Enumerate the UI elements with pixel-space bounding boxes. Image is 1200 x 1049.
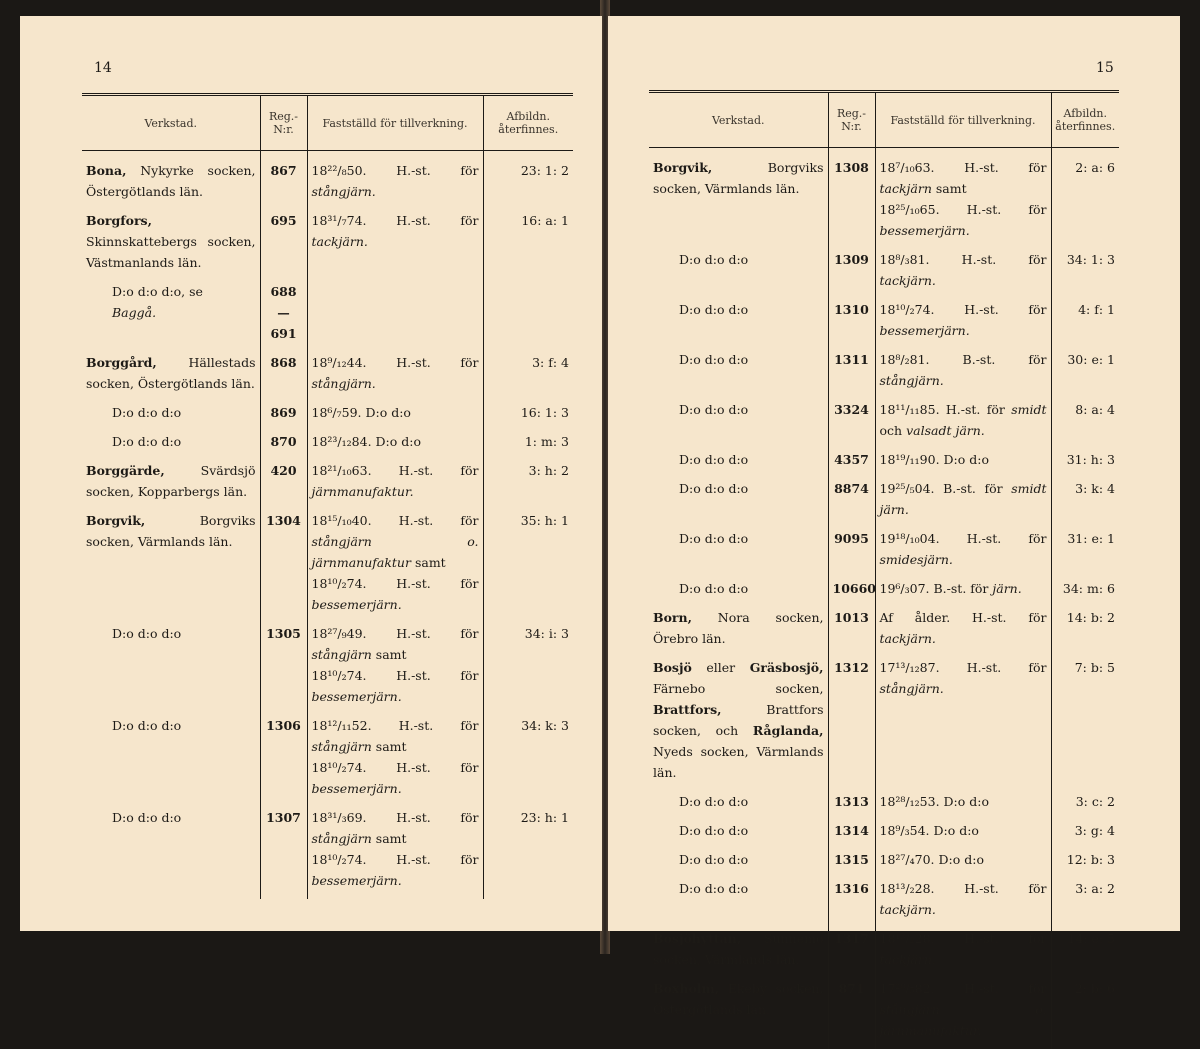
licensed-cell	[875, 478, 1051, 528]
product-text: tackjärn.	[312, 234, 368, 249]
licensed-cell	[307, 460, 483, 510]
product-text: tackjärn	[880, 181, 932, 196]
image-ref: 14: e: 5	[1051, 928, 1119, 978]
product-text: stångjärn.	[312, 376, 376, 391]
table-row	[649, 978, 1119, 1049]
registry-table	[82, 93, 573, 899]
image-ref	[483, 281, 573, 352]
licensed-cell	[875, 299, 1051, 349]
table-row	[82, 510, 573, 623]
licensed-cell	[307, 807, 483, 899]
header-workshop: Verkstad.	[649, 92, 828, 148]
image-ref: 23: h: 1	[483, 807, 573, 899]
workshop-name: Boxholm,	[653, 981, 719, 996]
product-text: bessemerjärn.	[880, 223, 970, 238]
table-row	[649, 528, 1119, 578]
workshop-cell	[82, 807, 260, 899]
image-ref: 34: 1: 3	[1051, 249, 1119, 299]
licensed-cell	[875, 607, 1051, 657]
reg-number: 1309	[828, 249, 875, 299]
ditto-text: D:o d:o d:o	[112, 718, 181, 733]
reg-number: 1310	[828, 299, 875, 349]
reg-number: 3324	[828, 399, 875, 449]
licensed-cell	[307, 623, 483, 715]
license-date: 18¹³/₂28. H.-st. för	[880, 931, 1047, 946]
image-ref: 30: e: 1	[1051, 349, 1119, 399]
image-ref: 4: f: 1	[1051, 299, 1119, 349]
product-text: järnmanufaktur.	[312, 484, 414, 499]
licensed-cell	[875, 449, 1051, 478]
ditto-text: D:o d:o d:o	[679, 881, 748, 896]
product-text: stångjärn.	[880, 373, 944, 388]
table-row	[649, 878, 1119, 928]
product-text: stångjärn	[312, 831, 372, 846]
workshop-name: Borgvik,	[86, 513, 145, 528]
product-text: bessemerjärn.	[880, 323, 970, 338]
license-date: 18³¹/₇74. H.-st. för	[312, 213, 479, 228]
image-ref: 3: c: 2	[1051, 791, 1119, 820]
workshop-cell	[649, 399, 828, 449]
product-text: bessemerjärn.	[312, 597, 402, 612]
image-ref: 31: e: 1	[1051, 528, 1119, 578]
workshop-name: Borggärde,	[86, 463, 165, 478]
page-number: 15	[1096, 60, 1114, 76]
table-row	[82, 402, 573, 431]
header-reg: Reg.- N:r.	[260, 95, 307, 151]
license-date: 18²³/₁₂84. D:o d:o	[312, 434, 422, 449]
reg-number: 1306	[260, 715, 307, 807]
table-row	[649, 449, 1119, 478]
workshop-cell	[649, 928, 828, 978]
image-ref: 8: a: 4	[1051, 399, 1119, 449]
image-ref: 34: m: 6	[1051, 578, 1119, 607]
license-date: 18¹⁰/₂74. H.-st. för	[880, 302, 1047, 317]
product-text: bessemerjärn.	[312, 689, 402, 704]
workshop-location: Hällestads socken, Östergötlands län.	[86, 355, 256, 391]
ditto-text: D:o d:o d:o	[112, 810, 181, 825]
licensed-cell	[875, 399, 1051, 449]
workshop-cell	[82, 460, 260, 510]
licensed-cell	[875, 878, 1051, 928]
license-date: 18¹⁵/₁₀40. H.-st. för	[312, 513, 479, 528]
product-text: stångjärn.	[880, 681, 944, 696]
table-row	[649, 928, 1119, 978]
header-reg: Reg.- N:r.	[828, 92, 875, 148]
reg-number: 1317	[828, 928, 875, 978]
license-date: 18⁷/₁₀63. H.-st. för	[880, 160, 1047, 175]
workshop-cell	[649, 148, 828, 250]
license-date: Af ålder. H.-st. för	[880, 610, 1047, 625]
product-text: smidesjärn.	[880, 552, 953, 567]
workshop-name: Bona,	[86, 163, 126, 178]
product-text: stångjärn o. järnmanufaktur.	[880, 1002, 1047, 1038]
licensed-cell	[307, 352, 483, 402]
product-text: tackjärn.	[880, 631, 936, 646]
licensed-cell	[307, 281, 483, 352]
license-date: 18²⁸/₁₂53. D:o d:o	[880, 794, 990, 809]
license-date: 18⁸/₂81. B.-st. för	[880, 352, 1047, 367]
ditto-text: D:o d:o d:o	[679, 252, 748, 267]
table-body	[649, 148, 1119, 1049]
reg-number: 695	[260, 210, 307, 281]
image-ref: 1: m: 3	[483, 431, 573, 460]
workshop-cell	[649, 249, 828, 299]
product-text: bessemerjärn.	[312, 781, 402, 796]
reg-number: 1316	[828, 878, 875, 928]
product-text: tackjärn.	[880, 273, 936, 288]
workshop-name: Brattfors,	[653, 702, 722, 717]
table-row	[649, 791, 1119, 820]
product-text: tackjärn.	[880, 902, 936, 917]
workshop-cell	[82, 352, 260, 402]
table-row	[82, 281, 573, 352]
table-row	[649, 478, 1119, 528]
conjunction-text: samt	[376, 831, 407, 846]
workshop-cell	[82, 510, 260, 623]
table-row	[649, 849, 1119, 878]
licensed-cell	[875, 928, 1051, 978]
table-row	[649, 249, 1119, 299]
image-ref: 14: b: 2	[1051, 607, 1119, 657]
license-date: 18²⁷/₄70. D:o d:o	[880, 852, 984, 867]
reg-number: 8874	[828, 478, 875, 528]
workshop-location: Borgviks socken, Värmlands län.	[86, 513, 256, 549]
table-row	[649, 148, 1119, 250]
workshop-location: eller	[706, 660, 735, 675]
reg-number: 1304	[260, 510, 307, 623]
image-ref: 35: h: 1	[483, 510, 573, 623]
table-row	[82, 807, 573, 899]
table-row	[82, 210, 573, 281]
table-row	[649, 578, 1119, 607]
workshop-cell	[82, 715, 260, 807]
conjunction-text: samt	[415, 555, 446, 570]
workshop-cell	[649, 978, 828, 1049]
licensed-cell	[307, 431, 483, 460]
license-date: 19¹⁸/₁₀04. H.-st. för	[880, 531, 1047, 546]
reg-number: 870	[260, 431, 307, 460]
license-date: 18¹⁰/₂74. H.-st. för	[312, 668, 479, 683]
image-ref: 16: a: 1	[483, 210, 573, 281]
workshop-name: Borggård,	[86, 355, 157, 370]
license-date: 18⁹/₃54. D:o d:o	[880, 823, 979, 838]
table-row	[82, 352, 573, 402]
workshop-name: Gräsbosjö,	[750, 660, 824, 675]
workshop-cell	[82, 431, 260, 460]
licensed-cell	[875, 849, 1051, 878]
ditto-text: D:o d:o d:o	[679, 481, 748, 496]
table-row	[649, 399, 1119, 449]
ditto-text: D:o d:o d:o	[679, 302, 748, 317]
table-row	[649, 820, 1119, 849]
workshop-location: Borgviks socken, Värmlands län.	[653, 160, 824, 196]
workshop-name: Borgvik,	[653, 160, 712, 175]
licensed-cell	[875, 148, 1051, 250]
licensed-cell	[307, 210, 483, 281]
reg-number: 688—691	[260, 281, 307, 352]
reg-number: 867	[260, 151, 307, 211]
conjunction-text: samt	[936, 181, 967, 196]
license-date: 18¹²/₁₁52. H.-st. för	[312, 718, 479, 733]
license-date: 18⁸/₃81. H.-st. för	[880, 252, 1047, 267]
license-date: 18¹³/₂28. H.-st. för	[880, 881, 1047, 896]
product-text: stångjärn	[312, 739, 372, 754]
header-image: Afbildn. återfinnes.	[483, 95, 573, 151]
license-date: 17¹³/₁₂87. H.-st. för	[880, 660, 1047, 675]
workshop-location: Nora socken, Örebro län.	[653, 610, 823, 646]
workshop-location: Nykyrke socken, Östergötlands län.	[86, 163, 256, 199]
table-row	[649, 607, 1119, 657]
workshop-name: Råglanda,	[753, 723, 824, 738]
license-date: 18⁶/₇59. D:o d:o	[312, 405, 411, 420]
workshop-cell	[649, 820, 828, 849]
image-ref: 23: 1: 2	[483, 151, 573, 211]
reg-number: 10660	[828, 578, 875, 607]
workshop-cell	[649, 657, 828, 791]
workshop-cell	[649, 299, 828, 349]
ditto-text: D:o d:o d:o	[679, 823, 748, 838]
license-date: 19⁶/₃07. B.-st. för	[880, 581, 989, 596]
reg-number: 1308	[828, 148, 875, 250]
workshop-location: Sunnemo socken, Värmlands län.	[653, 931, 824, 967]
table-row	[82, 431, 573, 460]
reg-number: 871	[828, 978, 875, 1049]
table-row	[649, 349, 1119, 399]
image-ref: 3: f: 4	[483, 352, 573, 402]
reg-number: 868	[260, 352, 307, 402]
license-date: 18⁹/₁₂44. H.-st. för	[312, 355, 479, 370]
reg-number: 1013	[828, 607, 875, 657]
image-ref: 3: g: 4	[1051, 820, 1119, 849]
table-row	[649, 657, 1119, 791]
ditto-text: D:o d:o d:o	[112, 434, 181, 449]
product-text: stångjärn o. järnmanufaktur	[312, 534, 479, 570]
licensed-cell	[875, 249, 1051, 299]
workshop-cell	[649, 349, 828, 399]
image-ref: 3: k: 4	[1051, 478, 1119, 528]
conjunction-text: samt	[376, 647, 407, 662]
reg-number: 1314	[828, 820, 875, 849]
workshop-cell	[82, 402, 260, 431]
licensed-cell	[307, 402, 483, 431]
ditto-text: D:o d:o d:o	[679, 581, 748, 596]
reg-number: 9095	[828, 528, 875, 578]
image-ref: 3: a: 2	[1051, 878, 1119, 928]
ditto-text: D:o d:o d:o	[679, 352, 748, 367]
license-date: 18²⁵/₁₀65. H.-st. för	[880, 202, 1047, 217]
licensed-cell	[307, 510, 483, 623]
image-ref: 7: b: 5	[1051, 657, 1119, 791]
workshop-name: Borgfors,	[86, 213, 152, 228]
reg-number: 1312	[828, 657, 875, 791]
license-date: 18¹⁰/₂74. H.-st. för	[312, 852, 479, 867]
reg-number: 1315	[828, 849, 875, 878]
table-row	[649, 299, 1119, 349]
reg-number: 4357	[828, 449, 875, 478]
registry-table	[649, 90, 1119, 1049]
right-page	[608, 16, 1180, 931]
image-ref: 12: b: 3	[1051, 849, 1119, 878]
workshop-cell	[649, 578, 828, 607]
license-date: 18¹⁰/₂74. H.-st. för	[312, 760, 479, 775]
conjunction-text: samt	[376, 739, 407, 754]
workshop-cell	[649, 478, 828, 528]
reg-number: 1313	[828, 791, 875, 820]
workshop-location: Ekeby socken, Östergötlands län.	[653, 981, 824, 1017]
licensed-cell	[875, 578, 1051, 607]
license-date: 17²⁸/₅82. H.-st. för	[880, 981, 1047, 996]
image-ref: 3: h: 2	[483, 460, 573, 510]
product-text: smidt	[1011, 402, 1046, 417]
license-date: 18¹¹/₁₁85. H.-st. för	[880, 402, 1005, 417]
workshop-name: Born,	[653, 610, 692, 625]
license-date: 18¹⁹/₁₁90. D:o d:o	[880, 452, 990, 467]
table-row	[82, 715, 573, 807]
ditto-text: D:o d:o d:o	[679, 852, 748, 867]
workshop-cell	[649, 528, 828, 578]
ditto-text: D:o d:o d:o	[112, 626, 181, 641]
reg-number: 869	[260, 402, 307, 431]
table-row	[82, 623, 573, 715]
image-ref: 31: h: 3	[1051, 449, 1119, 478]
license-date: 18²²/₈50. H.-st. för	[312, 163, 479, 178]
license-date: 18³¹/₃69. H.-st. för	[312, 810, 479, 825]
license-date: 19²⁵/₅04. B.-st. för	[880, 481, 1003, 496]
workshop-location: Svärdsjö socken, Kopparbergs län.	[86, 463, 256, 499]
workshop-cell	[82, 281, 260, 352]
reference-text: Baggå.	[112, 305, 156, 320]
workshop-cell	[649, 607, 828, 657]
licensed-cell	[875, 978, 1051, 1049]
ditto-text: D:o d:o d:o	[679, 794, 748, 809]
license-date: 18²⁷/₉49. H.-st. för	[312, 626, 479, 641]
page-number: 14	[94, 60, 112, 76]
image-ref: 2: b: 6	[1051, 978, 1119, 1049]
header-workshop: Verkstad.	[82, 95, 260, 151]
product-text: stångjärn	[312, 647, 372, 662]
reg-number: 1311	[828, 349, 875, 399]
workshop-cell	[649, 791, 828, 820]
ditto-text: D:o d:o d:o	[679, 402, 748, 417]
licensed-cell	[875, 349, 1051, 399]
image-ref: 2: a: 6	[1051, 148, 1119, 250]
licensed-cell	[307, 715, 483, 807]
workshop-cell	[649, 849, 828, 878]
license-date: 18²¹/₁₀63. H.-st. för	[312, 463, 479, 478]
licensed-cell	[875, 657, 1051, 791]
product-text: bessemerjärn.	[312, 873, 402, 888]
licensed-cell	[875, 820, 1051, 849]
ditto-text: D:o d:o d:o	[112, 405, 181, 420]
workshop-location: Nyeds socken, Värmlands län.	[653, 744, 824, 780]
table-row	[82, 460, 573, 510]
ditto-text: D:o d:o d:o, se	[112, 284, 203, 299]
reg-number: 1307	[260, 807, 307, 899]
table-row	[82, 151, 573, 211]
licensed-cell	[875, 528, 1051, 578]
reg-number: 1305	[260, 623, 307, 715]
workshop-location: Brattfors socken, och	[653, 702, 824, 738]
reg-number: 420	[260, 460, 307, 510]
product-text: smidt järn.	[880, 481, 1047, 517]
license-date: 18¹⁰/₂74. H.-st. för	[312, 576, 479, 591]
product-text: järn.	[992, 581, 1021, 596]
image-ref: 34: i: 3	[483, 623, 573, 715]
workshop-location: Färnebo socken,	[653, 681, 824, 696]
left-page	[20, 16, 602, 931]
workshop-cell	[82, 623, 260, 715]
header-licensed: Fastställd för tillverkning.	[875, 92, 1051, 148]
product-text: valsadt järn.	[906, 423, 985, 438]
ditto-text: D:o d:o d:o	[679, 531, 748, 546]
image-ref: 34: k: 3	[483, 715, 573, 807]
licensed-cell	[307, 151, 483, 211]
product-text: tackjärn.	[880, 952, 936, 967]
workshop-name: Bosjö	[653, 660, 692, 675]
table-body	[82, 151, 573, 900]
ditto-text: D:o d:o d:o	[679, 452, 748, 467]
product-text: stångjärn.	[312, 184, 376, 199]
header-licensed: Fastställd för tillverkning.	[307, 95, 483, 151]
workshop-cell	[649, 449, 828, 478]
image-ref: 16: 1: 3	[483, 402, 573, 431]
licensed-cell	[875, 791, 1051, 820]
conjunction-text: och	[880, 423, 903, 438]
workshop-cell	[82, 151, 260, 211]
workshop-name: Bosjöhyttan,	[653, 931, 741, 946]
workshop-cell	[649, 878, 828, 928]
workshop-location: Skinnskattebergs socken, Västmanlands län.	[86, 234, 256, 270]
header-image: Afbildn. återfinnes.	[1051, 92, 1119, 148]
workshop-cell	[82, 210, 260, 281]
